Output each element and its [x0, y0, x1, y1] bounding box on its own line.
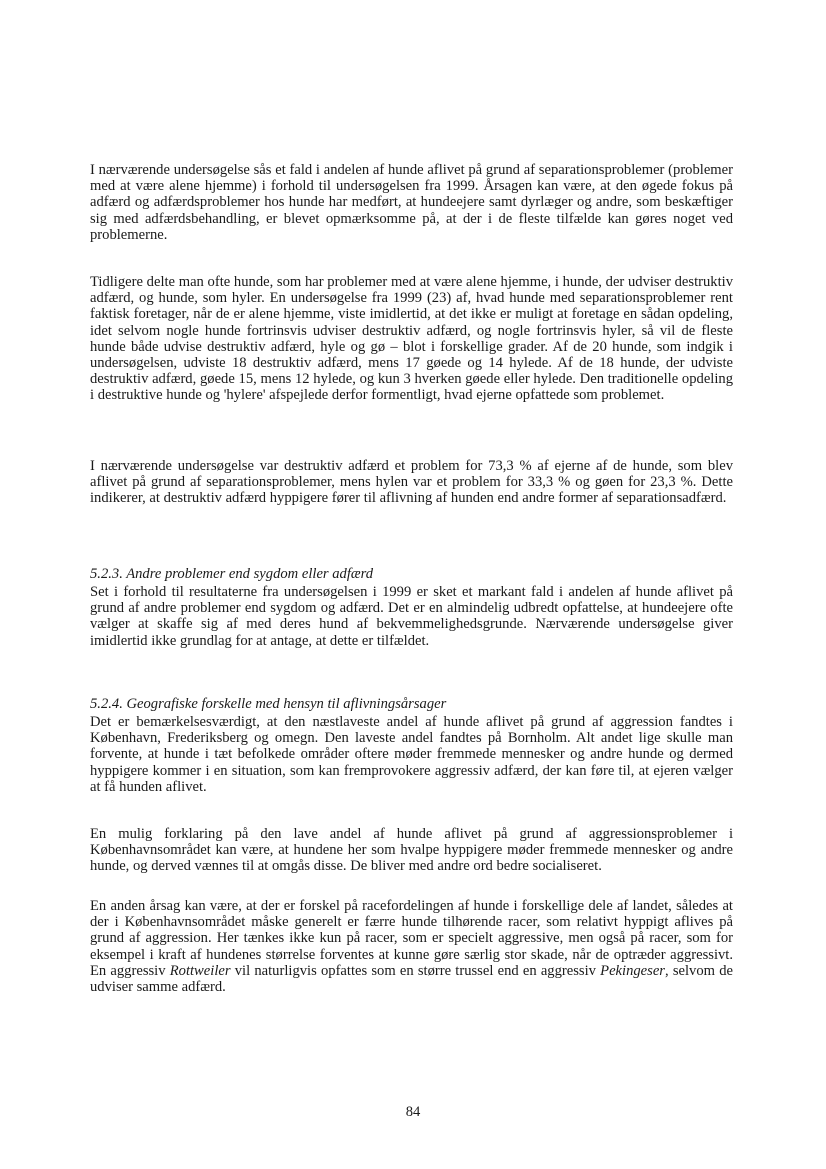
section-heading-5-2-4: 5.2.4. Geografiske forskelle med hensyn til aflivningsårsager — [90, 696, 447, 712]
paragraph-socialisation-explanation: En mulig forklaring på den lave andel af hunde aflivet på grund af aggressionsproblemer i Københavnsområdet kan være, at hundene her som hvalpe hyppigere møder fremmede mennesker og andre hunde, og derved vænnes til at omgås disse. De bliver med andre ord bedre socialiseret. — [90, 826, 733, 875]
page-number: 84 — [405, 1104, 421, 1120]
paragraph-other-problems: Set i forhold til resultaterne fra undersøgelsen i 1999 er sket et markant fald i andelen af hunde aflivet på grund af andre problemer end sygdom og adfærd. Det er en almindelig udbredt opfattelse, at hundeejere ofte vælger at skaffe sig af med deres hund af bekvemmelighedsgrunde. Nærværende undersøgelse giver imidlertid ikke grundlag for at antage, at dette er tilfældet. — [90, 584, 733, 649]
paragraph-destructive-statistics: I nærværende undersøgelse var destruktiv adfærd et problem for 73,3 % af ejerne af de hunde, som blev aflivet på grund af separationsproblemer, mens hylen var et problem for 33,3 % og gøen for 23,3 %. Dette indikerer, at destruktiv adfærd hyppigere fører til aflivning af hunden end andre former af separationsadfærd. — [90, 458, 733, 507]
paragraph-separation-decline: I nærværende undersøgelse sås et fald i andelen af hunde aflivet på grund af separationsproblemer (problemer med at være alene hjemme) i forhold til undersøgelsen fra 1999. Årsagen kan være, at den øgede fokus på adfærd og adfærdsproblemer hos hunde har medført, at hundeejere samt dyrlæger og andre, som beskæftiger sig med adfærdsbehandling, er blevet opmærksomme på, at der i de fleste tilfælde kan gøres noget ved problemerne. — [90, 162, 733, 243]
breed-name-rottweiler: Rottweiler — [169, 962, 231, 979]
breed-text-part-3: , selvom de udviser samme adfærd. — [90, 962, 733, 996]
paragraph-breed-distribution — [90, 898, 733, 995]
breed-text-part-2: vil naturligvis opfattes som en større trussel end en aggressiv — [230, 962, 601, 979]
breed-text-part-1: En anden årsag kan være, at der er forskel på racefordelingen af hunde i forskellige dele af landet, således at der i Københavnsområdet måske generelt er færre hunde tilhørende racer, som relativt hyppigt aflives på grund af aggression. Her tænkes ikke kun på racer, som er specielt aggressive, men også på racer, som for eksempel i kraft af hundenes størrelse forventes at kunne gøre særlig stor skade, når de optræder aggressivt. En aggressiv — [90, 898, 733, 979]
paragraph-geographic-aggression: Det er bemærkelsesværdigt, at den næstlaveste andel af hunde aflivet på grund af aggression fandtes i København, Frederiksberg og omegn. Den laveste andel fandtes på Bornholm. Alt andet lige skulle man forvente, at hunde i tæt befolkede områder oftere møder fremmede mennesker og andre hunde og dermed hyppigere kommer i en situation, som kan fremprovokere aggressiv adfærd, der kan føre til, at ejeren vælger at få hunden aflivet. — [90, 714, 733, 795]
section-heading-5-2-3: 5.2.3. Andre problemer end sygdom eller adfærd — [90, 566, 374, 582]
breed-name-pekingeser: Pekingeser — [600, 962, 665, 979]
paragraph-destructive-vs-howling: Tidligere delte man ofte hunde, som har problemer med at være alene hjemme, i hunde, der udviser destruktiv adfærd, og hunde, som hyler. En undersøgelse fra 1999 (23) af, hvad hunde med separationsproblemer rent faktisk foretager, når de er alene hjemme, viste imidlertid, at det ikke er muligt at foretage en sådan opdeling, idet selvom nogle hunde fortrinsvis udviser destruktiv adfærd, og nogle fortrinsvis hyler, så vil de fleste hunde både udvise destruktiv adfærd, hyle og gø – blot i forskellige grader. Af de 20 hunde, som indgik i undersøgelsen, udviste 18 destruktiv adfærd, mens 17 gøede og 14 hylede. Af de 18 hunde, der udviste destruktiv adfærd, gøede 15, mens 12 hylede, og kun 3 hverken gøede eller hylede. Den traditionelle opdeling i destruktive hunde og 'hylere' afspejlede derfor formentligt, hvad ejerne opfattede som problemet. — [90, 274, 733, 404]
